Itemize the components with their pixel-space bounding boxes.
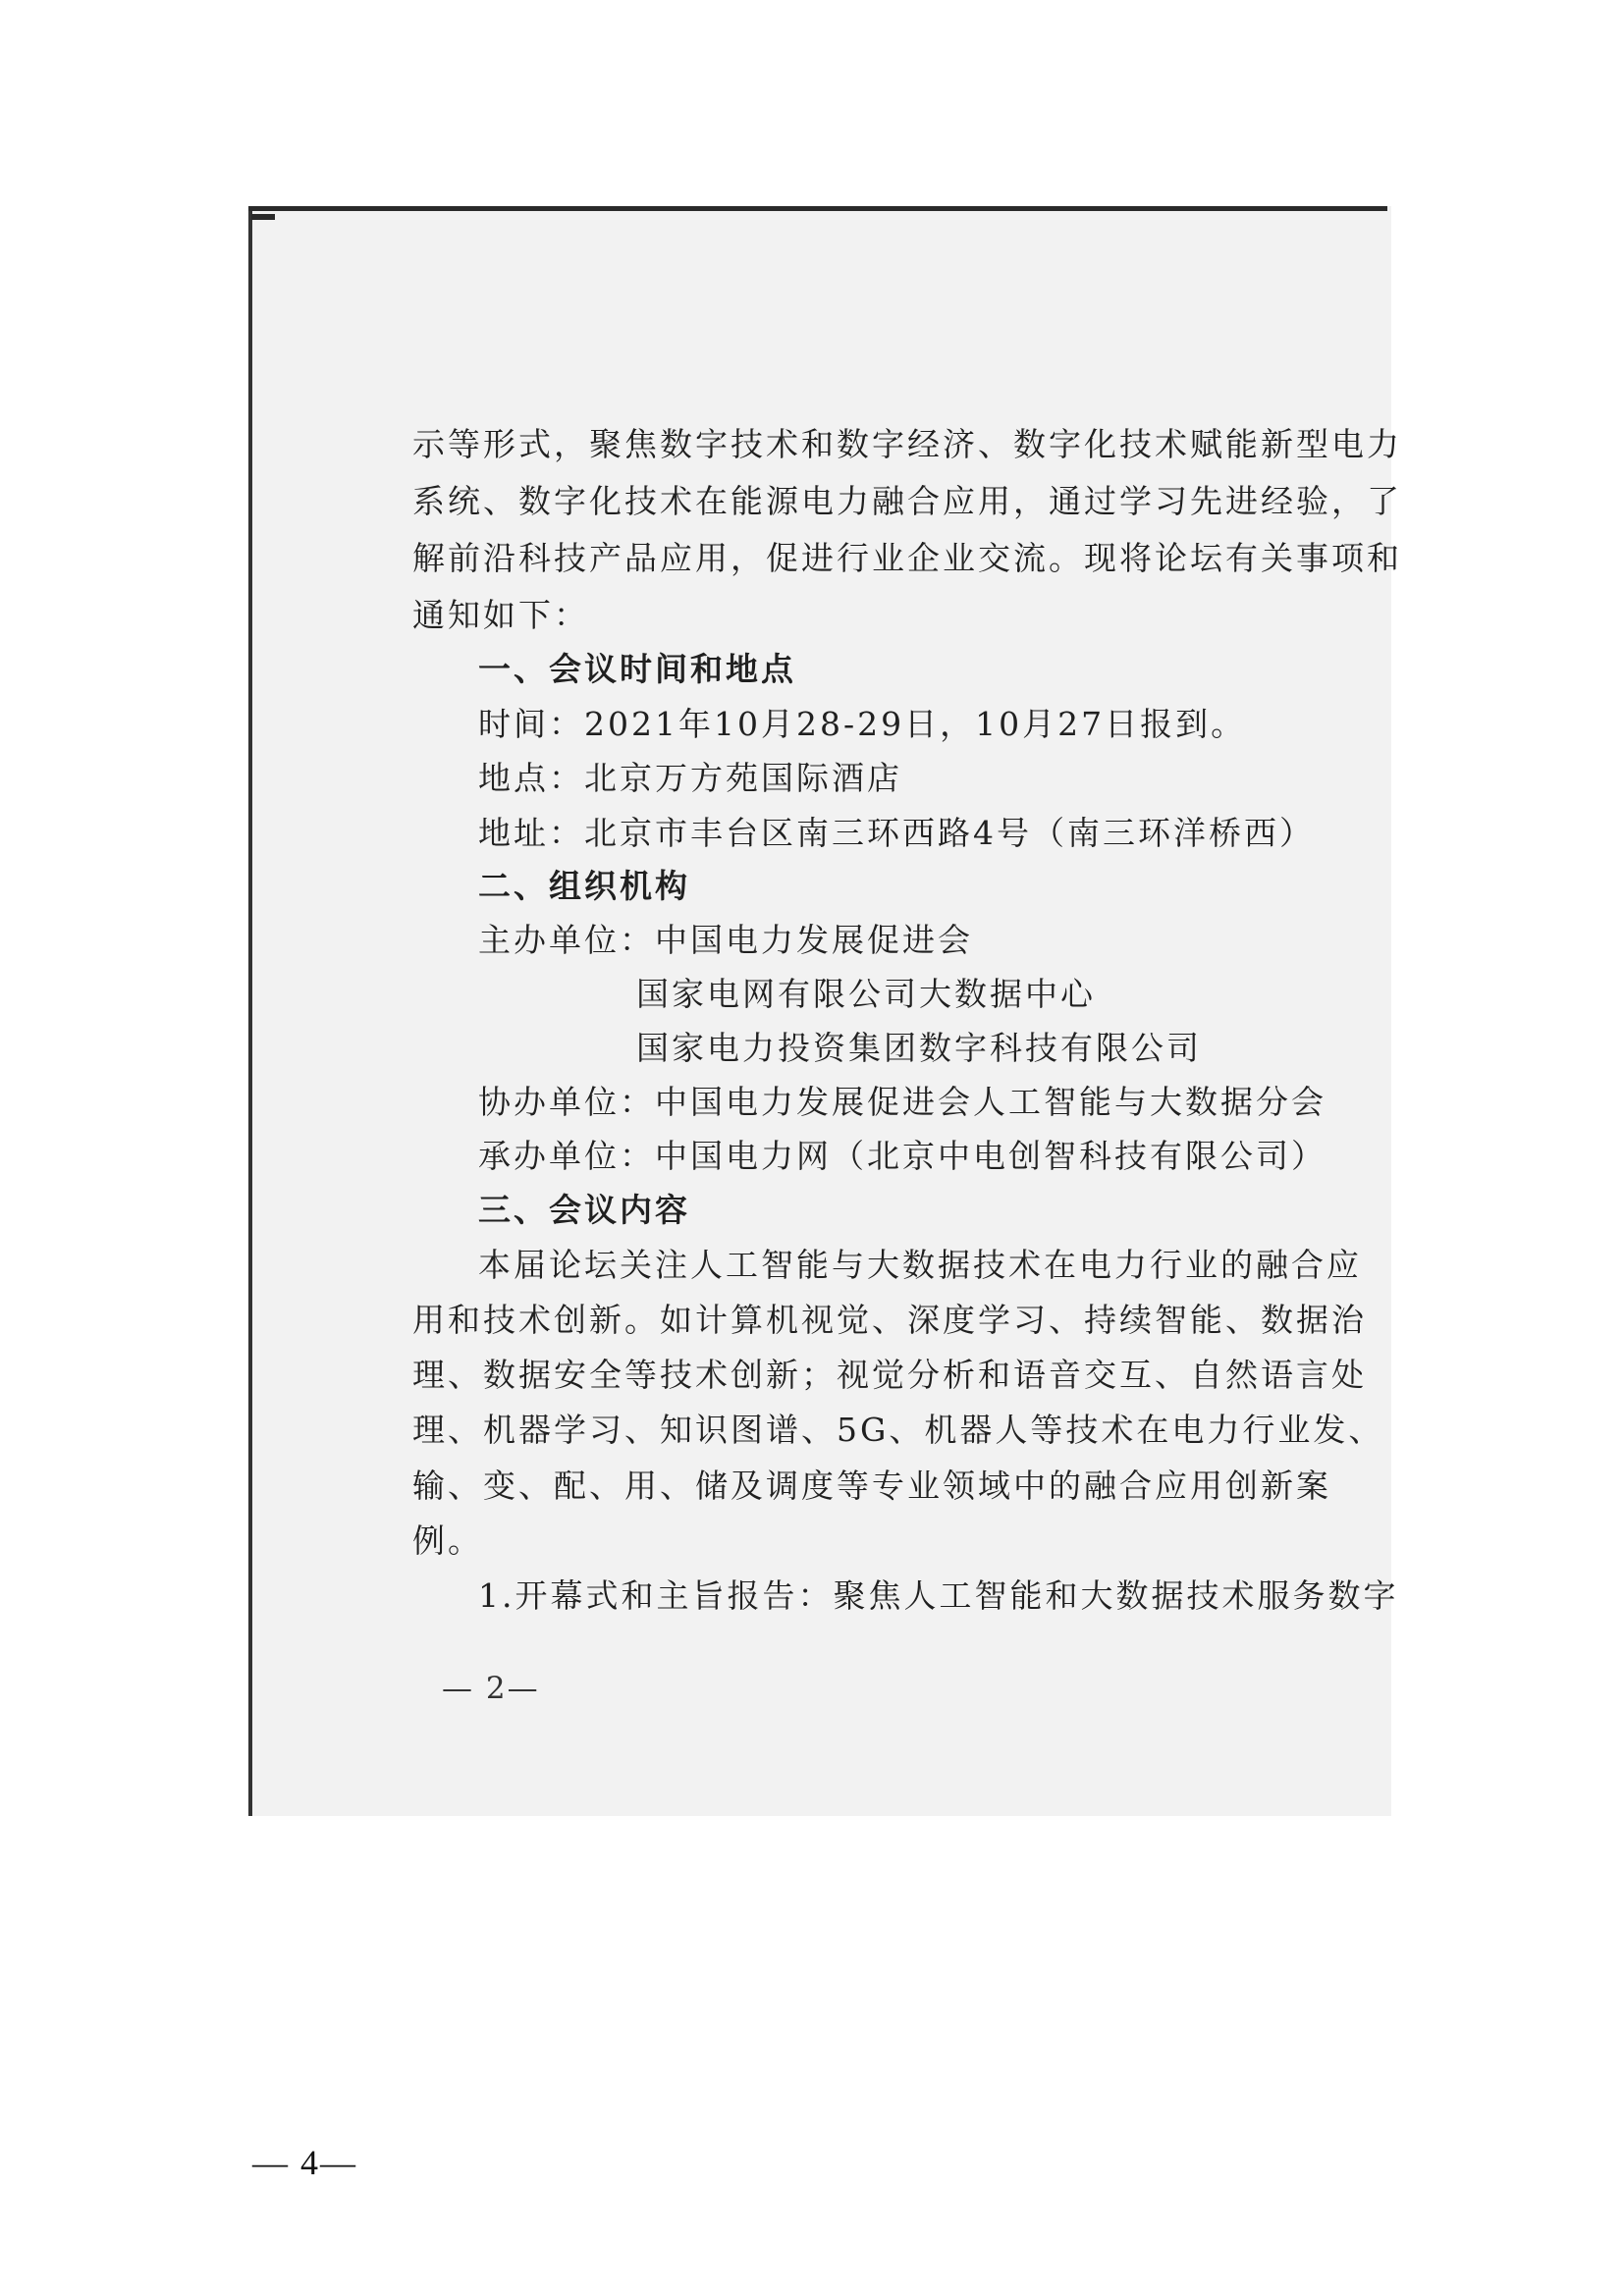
body-line: 主办单位：中国电力发展促进会 — [478, 921, 973, 959]
body-line: 解前沿科技产品应用，促进行业企业交流。现将论坛有关事项和 — [412, 539, 1402, 577]
section-heading: 二、组织机构 — [478, 867, 690, 905]
body-line: 1.开幕式和主旨报告：聚焦人工智能和大数据技术服务数字 — [478, 1576, 1399, 1615]
body-line: 输、变、配、用、储及调度等专业领域中的融合应用创新案 — [412, 1467, 1331, 1505]
body-line: 国家电网有限公司大数据中心 — [636, 975, 1096, 1013]
body-line: 本届论坛关注人工智能与大数据技术在电力行业的融合应 — [478, 1246, 1362, 1284]
body-line: 地点：北京万方苑国际酒店 — [478, 759, 902, 797]
body-line: 地址：北京市丰台区南三环西路4号（南三环洋桥西） — [478, 814, 1315, 852]
section-heading: 三、会议内容 — [478, 1191, 690, 1229]
body-line: 承办单位：中国电力网（北京中电创智科技有限公司） — [478, 1137, 1326, 1175]
body-line: 例。 — [412, 1522, 483, 1560]
body-line: 通知如下： — [412, 596, 589, 634]
body-line: 协办单位：中国电力发展促进会人工智能与大数据分会 — [478, 1083, 1326, 1121]
body-line: 系统、数字化技术在能源电力融合应用，通过学习先进经验，了 — [412, 482, 1402, 520]
scan-top-rule — [248, 206, 1387, 211]
body-line: 示等形式，聚焦数字技术和数字经济、数字化技术赋能新型电力 — [412, 425, 1402, 463]
body-line: 理、机器学习、知识图谱、5G、机器人等技术在电力行业发、 — [412, 1411, 1384, 1449]
scan-corner-mark — [251, 214, 275, 220]
body-line: 时间：2021年10月28-29日，10月27日报到。 — [478, 705, 1247, 743]
body-line: 国家电力投资集团数字科技有限公司 — [636, 1029, 1202, 1067]
body-line: 用和技术创新。如计算机视觉、深度学习、持续智能、数据治 — [412, 1301, 1367, 1339]
section-heading: 一、会议时间和地点 — [478, 650, 796, 688]
page-number: — 4— — [252, 2143, 357, 2182]
inner-page-number: — 2— — [442, 1671, 540, 1706]
body-line: 理、数据安全等技术创新；视觉分析和语音交互、自然语言处 — [412, 1356, 1367, 1394]
